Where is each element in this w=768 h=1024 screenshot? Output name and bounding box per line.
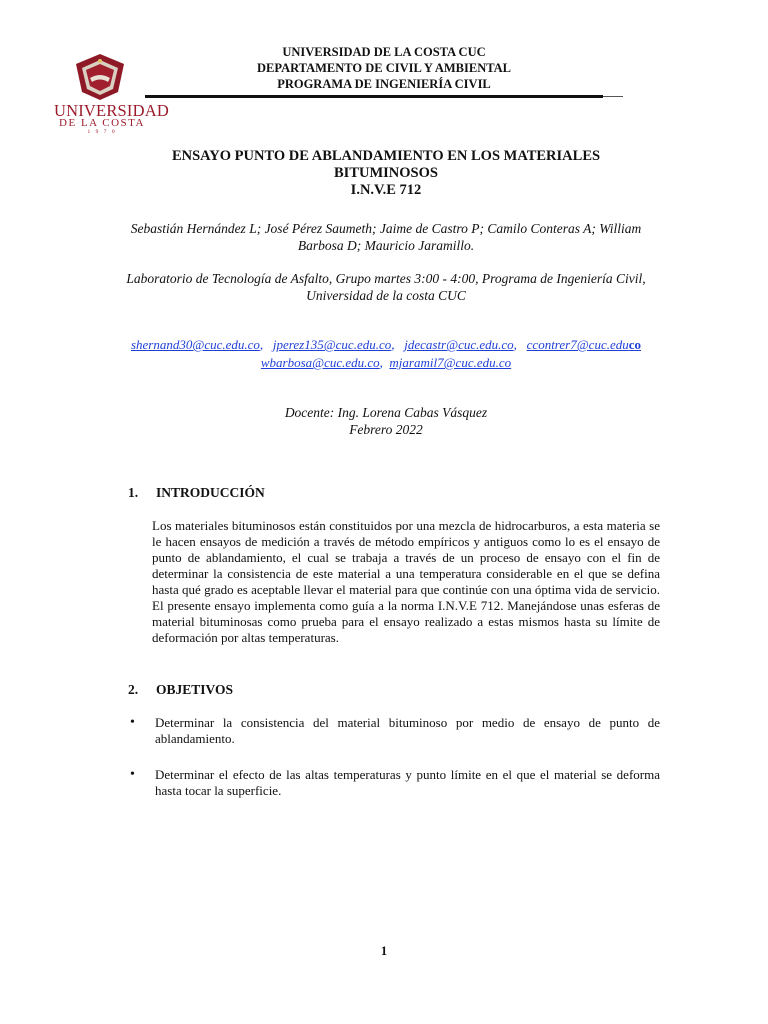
header-program: PROGRAMA DE INGENIERÍA CIVIL [277,77,491,91]
introduccion-paragraph: Los materiales bituminosos están constituidos por una mezcla de hidrocarburos, a esta materia se le hacen ensayos de medición a través de método empíricos y antiguos como lo es el ensayo de punto de ablandamiento, el cual se trabaja a través de un proceso de ensayo con el fin de determinar la consistencia de este material a una temperatura considerable en el que se defina hasta qué grado es aceptable llevar el material para que continúe con una óptima vida de servicio. El presente ensayo implementa como guía a la norma I.N.V.E 712. Manejándose unas esferas de material bituminosas como prueba para el ensayo realizado a estas mismos hasta su límite de deformación por altas temperaturas. [152,518,660,645]
title-line-3: I.N.V.E 712 [350,182,422,198]
email-link[interactable]: mjaramil7@cuc.edu.co [389,355,512,370]
emails-line-1: shernand30@cuc.edu.co, jperez135@cuc.edu.co, jdecastr@cuc.edu.co, ccontrer7@cuc.educo [130,337,642,352]
section-number: 2. [128,682,139,697]
crest-icon [72,52,128,102]
logo-name: UNIVERSIDAD [54,101,169,120]
section-heading-introduccion [128,485,265,501]
section-title: OBJETIVOS [156,682,234,697]
title-line-2: BITUMINOSOS [334,165,438,181]
header-university: UNIVERSIDAD DE LA COSTA CUC [282,45,486,59]
affiliation-line-1: Laboratorio de Tecnología de Asfalto, Grupo martes 3:00 - 4:00, Programa de Ingeniería Civil, [126,271,646,286]
author-emails [100,336,672,372]
header-divider [145,95,603,98]
section-number: 1. [128,485,139,500]
university-logo [50,52,169,135]
email-link[interactable]: ccontrer7@cuc.edu [526,337,629,352]
email-link[interactable]: wbarbosa@cuc.edu.co [260,355,380,370]
authors [100,220,672,254]
document-header [150,44,618,92]
section-heading-objetivos [128,682,233,698]
instructor-block [100,404,672,438]
affiliation [100,270,672,304]
logo-year: 1 9 7 0 [87,129,117,135]
bullet-icon: • [130,715,135,730]
email-link[interactable]: jdecastr@cuc.edu.co [404,337,514,352]
logo-subname: DE LA COSTA [59,117,145,129]
email-link-suffix[interactable]: co [628,337,642,352]
page-number: 1 [380,944,388,958]
section-title: INTRODUCCIÓN [156,485,265,500]
email-link[interactable]: jperez135@cuc.edu.co [272,337,392,352]
title-line-1: ENSAYO PUNTO DE ABLANDAMIENTO EN LOS MATERIALES [171,148,601,164]
authors-line-1: Sebastián Hernández L; José Pérez Saumeth; Jaime de Castro P; Camilo Conteras A; William [130,221,642,236]
instructor-name: Docente: Ing. Lorena Cabas Vásquez [284,405,488,420]
affiliation-line-2: Universidad de la costa CUC [306,288,466,303]
emails-line-2: wbarbosa@cuc.edu.co, mjaramil7@cuc.edu.co [260,355,512,370]
document-date: Febrero 2022 [349,422,423,437]
authors-line-2: Barbosa D; Mauricio Jaramillo. [297,238,475,253]
objective-text: Determinar el efecto de las altas temperaturas y punto límite en el que el material se deforma hasta tocar la superficie. [155,767,660,798]
document-title [120,148,652,199]
header-department: DEPARTAMENTO DE CIVIL Y AMBIENTAL [257,61,511,75]
header-divider-tail [603,96,623,97]
objective-text: Determinar la consistencia del material bituminoso por medio de ensayo de punto de ablandamiento. [155,715,660,746]
bullet-icon: • [130,767,135,782]
email-link[interactable]: shernand30@cuc.edu.co [130,337,260,352]
